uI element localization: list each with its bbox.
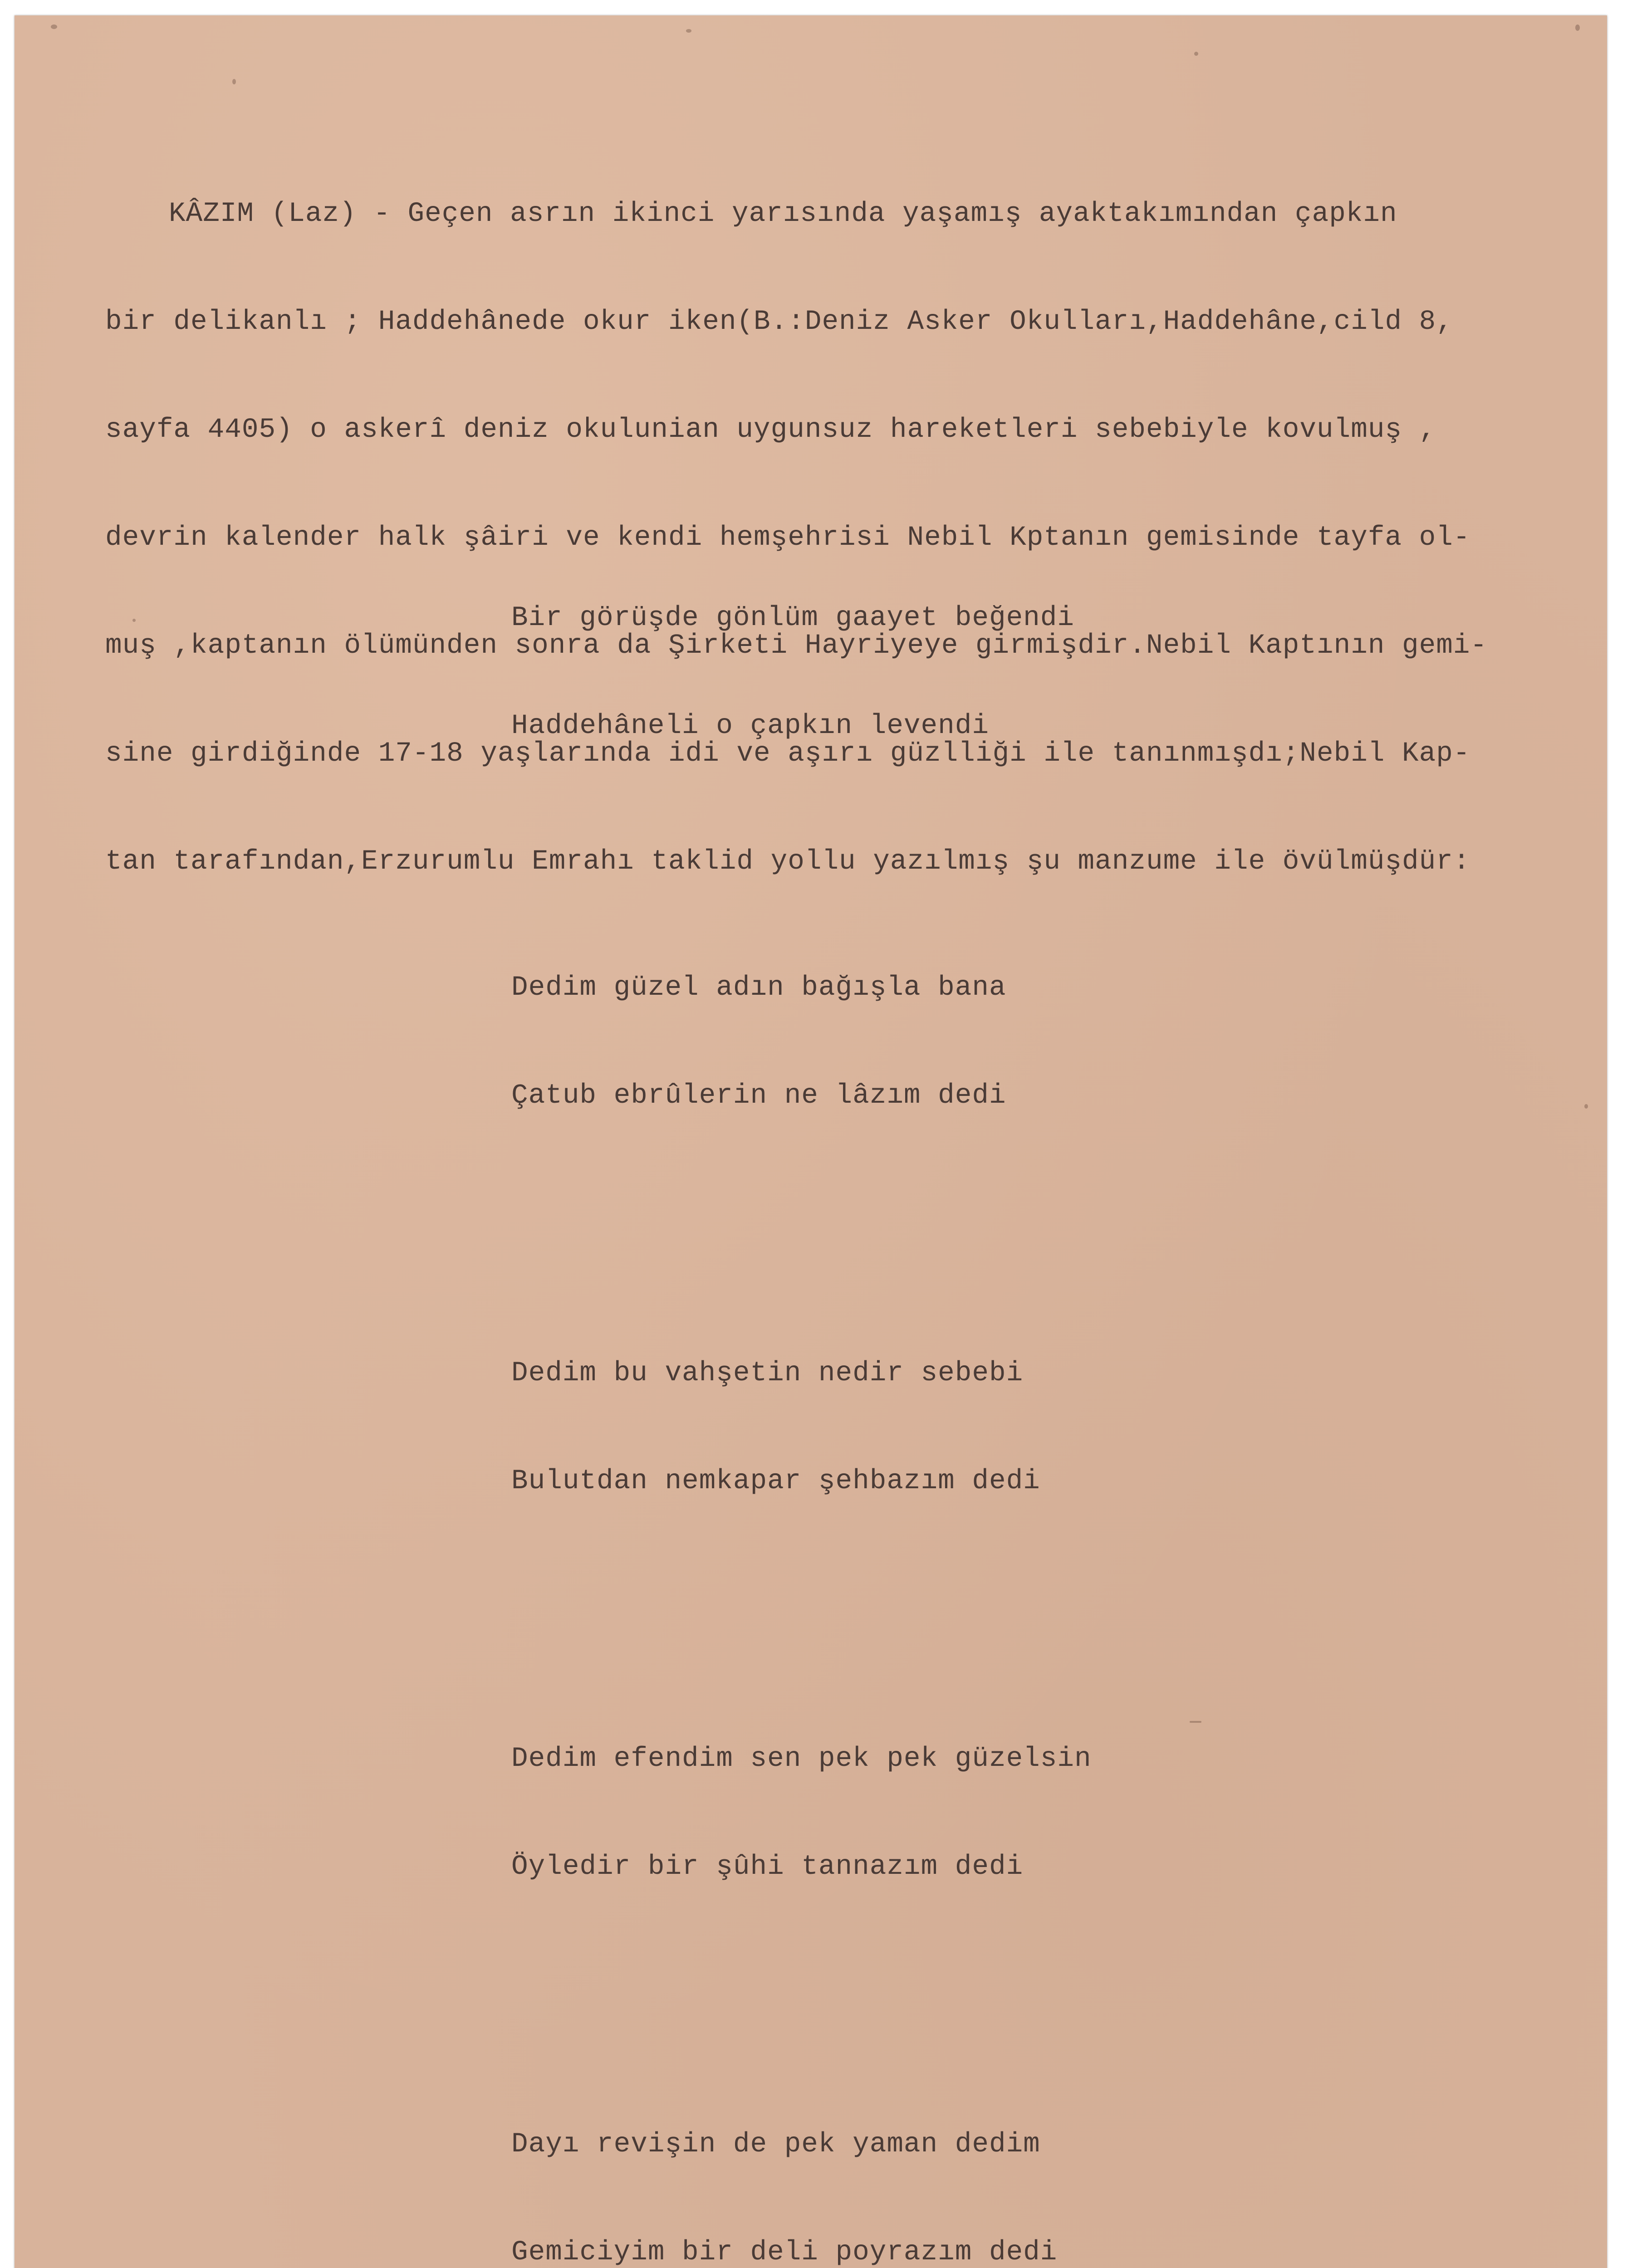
intro-line: muş ,kaptanın ölümünden sonra da Şirketi Hayriyeye girmişdir.Nebil Kaptının gemi- [105, 630, 1488, 661]
intro-line: KÂZIM (Laz) - Geçen asrın ikinci yarısında yaşamış ayaktakımından çapkın [169, 198, 1397, 230]
poem-stanza [511, 1674, 1419, 1952]
paper-speck [232, 79, 236, 84]
paper-speck [1584, 1104, 1588, 1109]
paper-speck [1194, 52, 1198, 56]
paper-speck [686, 29, 691, 33]
poem-verse: Bulutdan nemkapar şehbazım dedi [511, 1466, 1040, 1497]
poem-verse: Dedim efendim sen pek pek güzelsin [511, 1743, 1092, 1774]
intro-line: sine girdiğinde 17-18 yaşlarında idi ve aşırı güzlliği ile tanınmışdı;Nebil Kap- [105, 738, 1470, 769]
paper-speck [1190, 1721, 1201, 1723]
poem-verse: Bir görüşde gönlüm gaayet beğendi [511, 602, 1074, 634]
poem [511, 470, 1419, 2268]
poem-stanza [511, 2059, 1419, 2268]
intro-line: bir delikanlı ; Haddehânede okur iken(B.:Deniz Asker Okulları,Haddehâne,cild 8, [105, 306, 1453, 337]
poem-verse: Haddehâneli o çapkın levendi [511, 710, 989, 742]
paper-speck [132, 619, 136, 622]
intro-line: tan tarafından,Erzurumlu Emrahı taklid yollu yazılmış şu manzume ile övülmüşdür: [105, 846, 1470, 877]
poem-verse: Çatub ebrûlerin ne lâzım dedi [511, 1080, 1006, 1111]
poem-verse: Öyledir bir şûhi tannazım dedi [511, 1851, 1024, 1882]
typewritten-page [15, 15, 1607, 2268]
poem-verse: Dayı revişin de pek yaman dedim [511, 2129, 1040, 2160]
poem-verse: Dedim güzel adın bağışla bana [511, 972, 1006, 1003]
paper-speck [51, 24, 57, 29]
poem-stanza [511, 1288, 1419, 1567]
poem-stanza [511, 903, 1419, 1181]
poem-verse: Dedim bu vahşetin nedir sebebi [511, 1358, 1024, 1389]
poem-verse: Gemiciyim bir deli poyrazım dedi [511, 2237, 1058, 2268]
intro-line: sayfa 4405) o askerî deniz okulunian uygunsuz hareketleri sebebiyle kovulmuş , [105, 414, 1436, 445]
poem-stanza [511, 533, 1419, 811]
intro-line: devrin kalender halk şâiri ve kendi hemşehrisi Nebil Kptanın gemisinde tayfa ol- [105, 522, 1470, 553]
paper-speck [1575, 24, 1580, 31]
